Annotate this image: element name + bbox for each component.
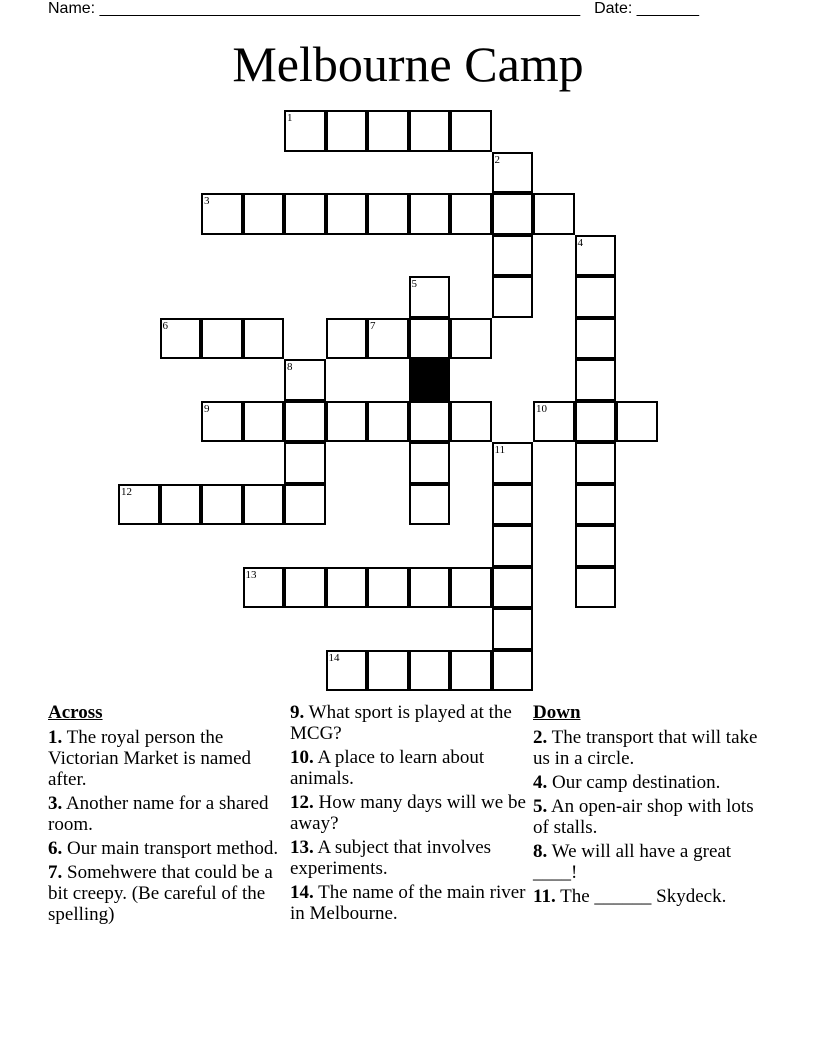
clue-number: 3	[204, 195, 210, 207]
clue-number: 6	[162, 319, 168, 332]
grid-cell[interactable]	[575, 525, 617, 567]
grid-cell[interactable]	[284, 193, 326, 235]
grid-cell[interactable]	[243, 318, 285, 360]
grid-cell[interactable]	[243, 484, 285, 526]
across-clue: 14. The name of the main river in Melbourne.	[290, 882, 526, 924]
grid-cell[interactable]	[201, 318, 243, 360]
grid-cell[interactable]	[367, 401, 409, 443]
clue-number: 10	[536, 402, 547, 415]
grid-cell[interactable]	[450, 318, 492, 360]
name-field-label: Name: ______________________________________________________	[48, 0, 581, 17]
across-clue: 13. A subject that involves experiments.	[290, 837, 492, 879]
grid-cell[interactable]	[575, 318, 617, 360]
page-title: Melbourne Camp	[232, 36, 584, 92]
grid-cell[interactable]	[201, 484, 243, 526]
across-heading: Across	[48, 702, 103, 723]
grid-cell[interactable]	[326, 567, 368, 609]
grid-cell[interactable]	[284, 567, 326, 609]
grid-cell[interactable]	[409, 567, 451, 609]
across-clue: 6. Our main transport method.	[48, 838, 279, 859]
clue-number: 8	[287, 361, 293, 373]
grid-cell[interactable]	[367, 318, 409, 360]
across-clue: 10. A place to learn about animals.	[290, 747, 485, 789]
grid-cell[interactable]	[243, 193, 285, 235]
clue-number: 13	[245, 568, 257, 581]
grid-cell[interactable]	[450, 401, 492, 443]
clue-number: 11	[494, 444, 506, 456]
grid-cell[interactable]	[326, 110, 368, 152]
grid-cell[interactable]	[367, 567, 409, 609]
down-clue: 5. An open-air shop with lots of stalls.	[533, 796, 754, 838]
grid-cell[interactable]	[409, 318, 451, 360]
clue-number: 4	[577, 236, 583, 249]
grid-cell[interactable]	[284, 359, 326, 401]
grid-cell[interactable]	[409, 442, 451, 484]
grid-cell[interactable]	[409, 650, 451, 692]
clue-number: 9	[204, 402, 210, 415]
down-heading: Down	[533, 702, 581, 723]
grid-cell[interactable]	[409, 193, 451, 235]
grid-cell[interactable]	[201, 401, 243, 443]
grid-cell[interactable]	[533, 401, 575, 443]
grid-cell[interactable]	[533, 193, 575, 235]
grid-cell[interactable]	[409, 276, 451, 318]
grid-cell[interactable]	[367, 650, 409, 692]
clues-column-2	[290, 702, 526, 927]
grid-cell[interactable]	[492, 650, 534, 692]
grid-cell[interactable]	[284, 110, 326, 152]
grid-cell[interactable]	[492, 152, 534, 194]
grid-cell[interactable]	[450, 193, 492, 235]
clue-number: 1	[287, 112, 293, 124]
clue-number: 12	[121, 485, 132, 498]
grid-cell[interactable]	[326, 318, 368, 360]
grid-cell[interactable]	[326, 401, 368, 443]
grid-cell[interactable]	[575, 442, 617, 484]
grid-cell[interactable]	[575, 484, 617, 526]
grid-cell[interactable]	[575, 235, 617, 277]
grid-cell[interactable]	[492, 484, 534, 526]
grid-cell[interactable]	[575, 359, 617, 401]
across-clue: 9. What sport is played at the MCG?	[290, 702, 512, 744]
grid-cell[interactable]	[575, 401, 617, 443]
grid-cell[interactable]	[118, 484, 160, 526]
grid-cell[interactable]	[367, 193, 409, 235]
grid-cell[interactable]	[492, 567, 534, 609]
blocked-cell	[409, 359, 451, 401]
clues-column-1	[48, 702, 286, 928]
clue-number: 5	[411, 278, 417, 290]
grid-cell[interactable]	[284, 484, 326, 526]
grid-cell[interactable]	[575, 276, 617, 318]
grid-cell[interactable]	[243, 567, 285, 609]
grid-cell[interactable]	[409, 110, 451, 152]
grid-cell[interactable]	[492, 276, 534, 318]
grid-cell[interactable]	[284, 442, 326, 484]
grid-cell[interactable]	[450, 650, 492, 692]
clue-number: 14	[328, 651, 340, 664]
grid-cell[interactable]	[160, 484, 202, 526]
grid-cell[interactable]	[492, 193, 534, 235]
grid-cell[interactable]	[492, 608, 534, 650]
across-clue: 3. Another name for a shared room.	[48, 793, 269, 835]
across-clue: 12. How many days will we be away?	[290, 792, 526, 834]
down-clue: 4. Our camp destination.	[533, 772, 721, 793]
grid-cell[interactable]	[326, 193, 368, 235]
grid-cell[interactable]	[450, 110, 492, 152]
down-clue: 11. The ______ Skydeck.	[533, 886, 727, 907]
grid-cell[interactable]	[367, 110, 409, 152]
grid-cell[interactable]	[409, 484, 451, 526]
grid-cell[interactable]	[201, 193, 243, 235]
grid-cell[interactable]	[492, 525, 534, 567]
grid-cell[interactable]	[243, 401, 285, 443]
clues-column-3	[533, 702, 773, 910]
across-clue: 7. Somehwere that could be a bit creepy. (Be careful of the spelling)	[48, 862, 273, 925]
grid-cell[interactable]	[160, 318, 202, 360]
grid-cell[interactable]	[492, 235, 534, 277]
grid-cell[interactable]	[326, 650, 368, 692]
grid-cell[interactable]	[575, 567, 617, 609]
date-field-label: Date: _______	[594, 0, 700, 17]
grid-cell[interactable]	[284, 401, 326, 443]
down-clue: 2. The transport that will take us in a circle.	[533, 727, 758, 769]
down-clue: 8. We will all have a great ____!	[533, 841, 732, 883]
grid-cell[interactable]	[616, 401, 658, 443]
clue-number: 2	[494, 153, 500, 166]
grid-cell[interactable]	[450, 567, 492, 609]
clue-number: 7	[370, 319, 376, 332]
across-clue: 1. The royal person the Victorian Market is named after.	[48, 727, 252, 790]
grid-cell[interactable]	[409, 401, 451, 443]
grid-cell[interactable]	[492, 442, 534, 484]
